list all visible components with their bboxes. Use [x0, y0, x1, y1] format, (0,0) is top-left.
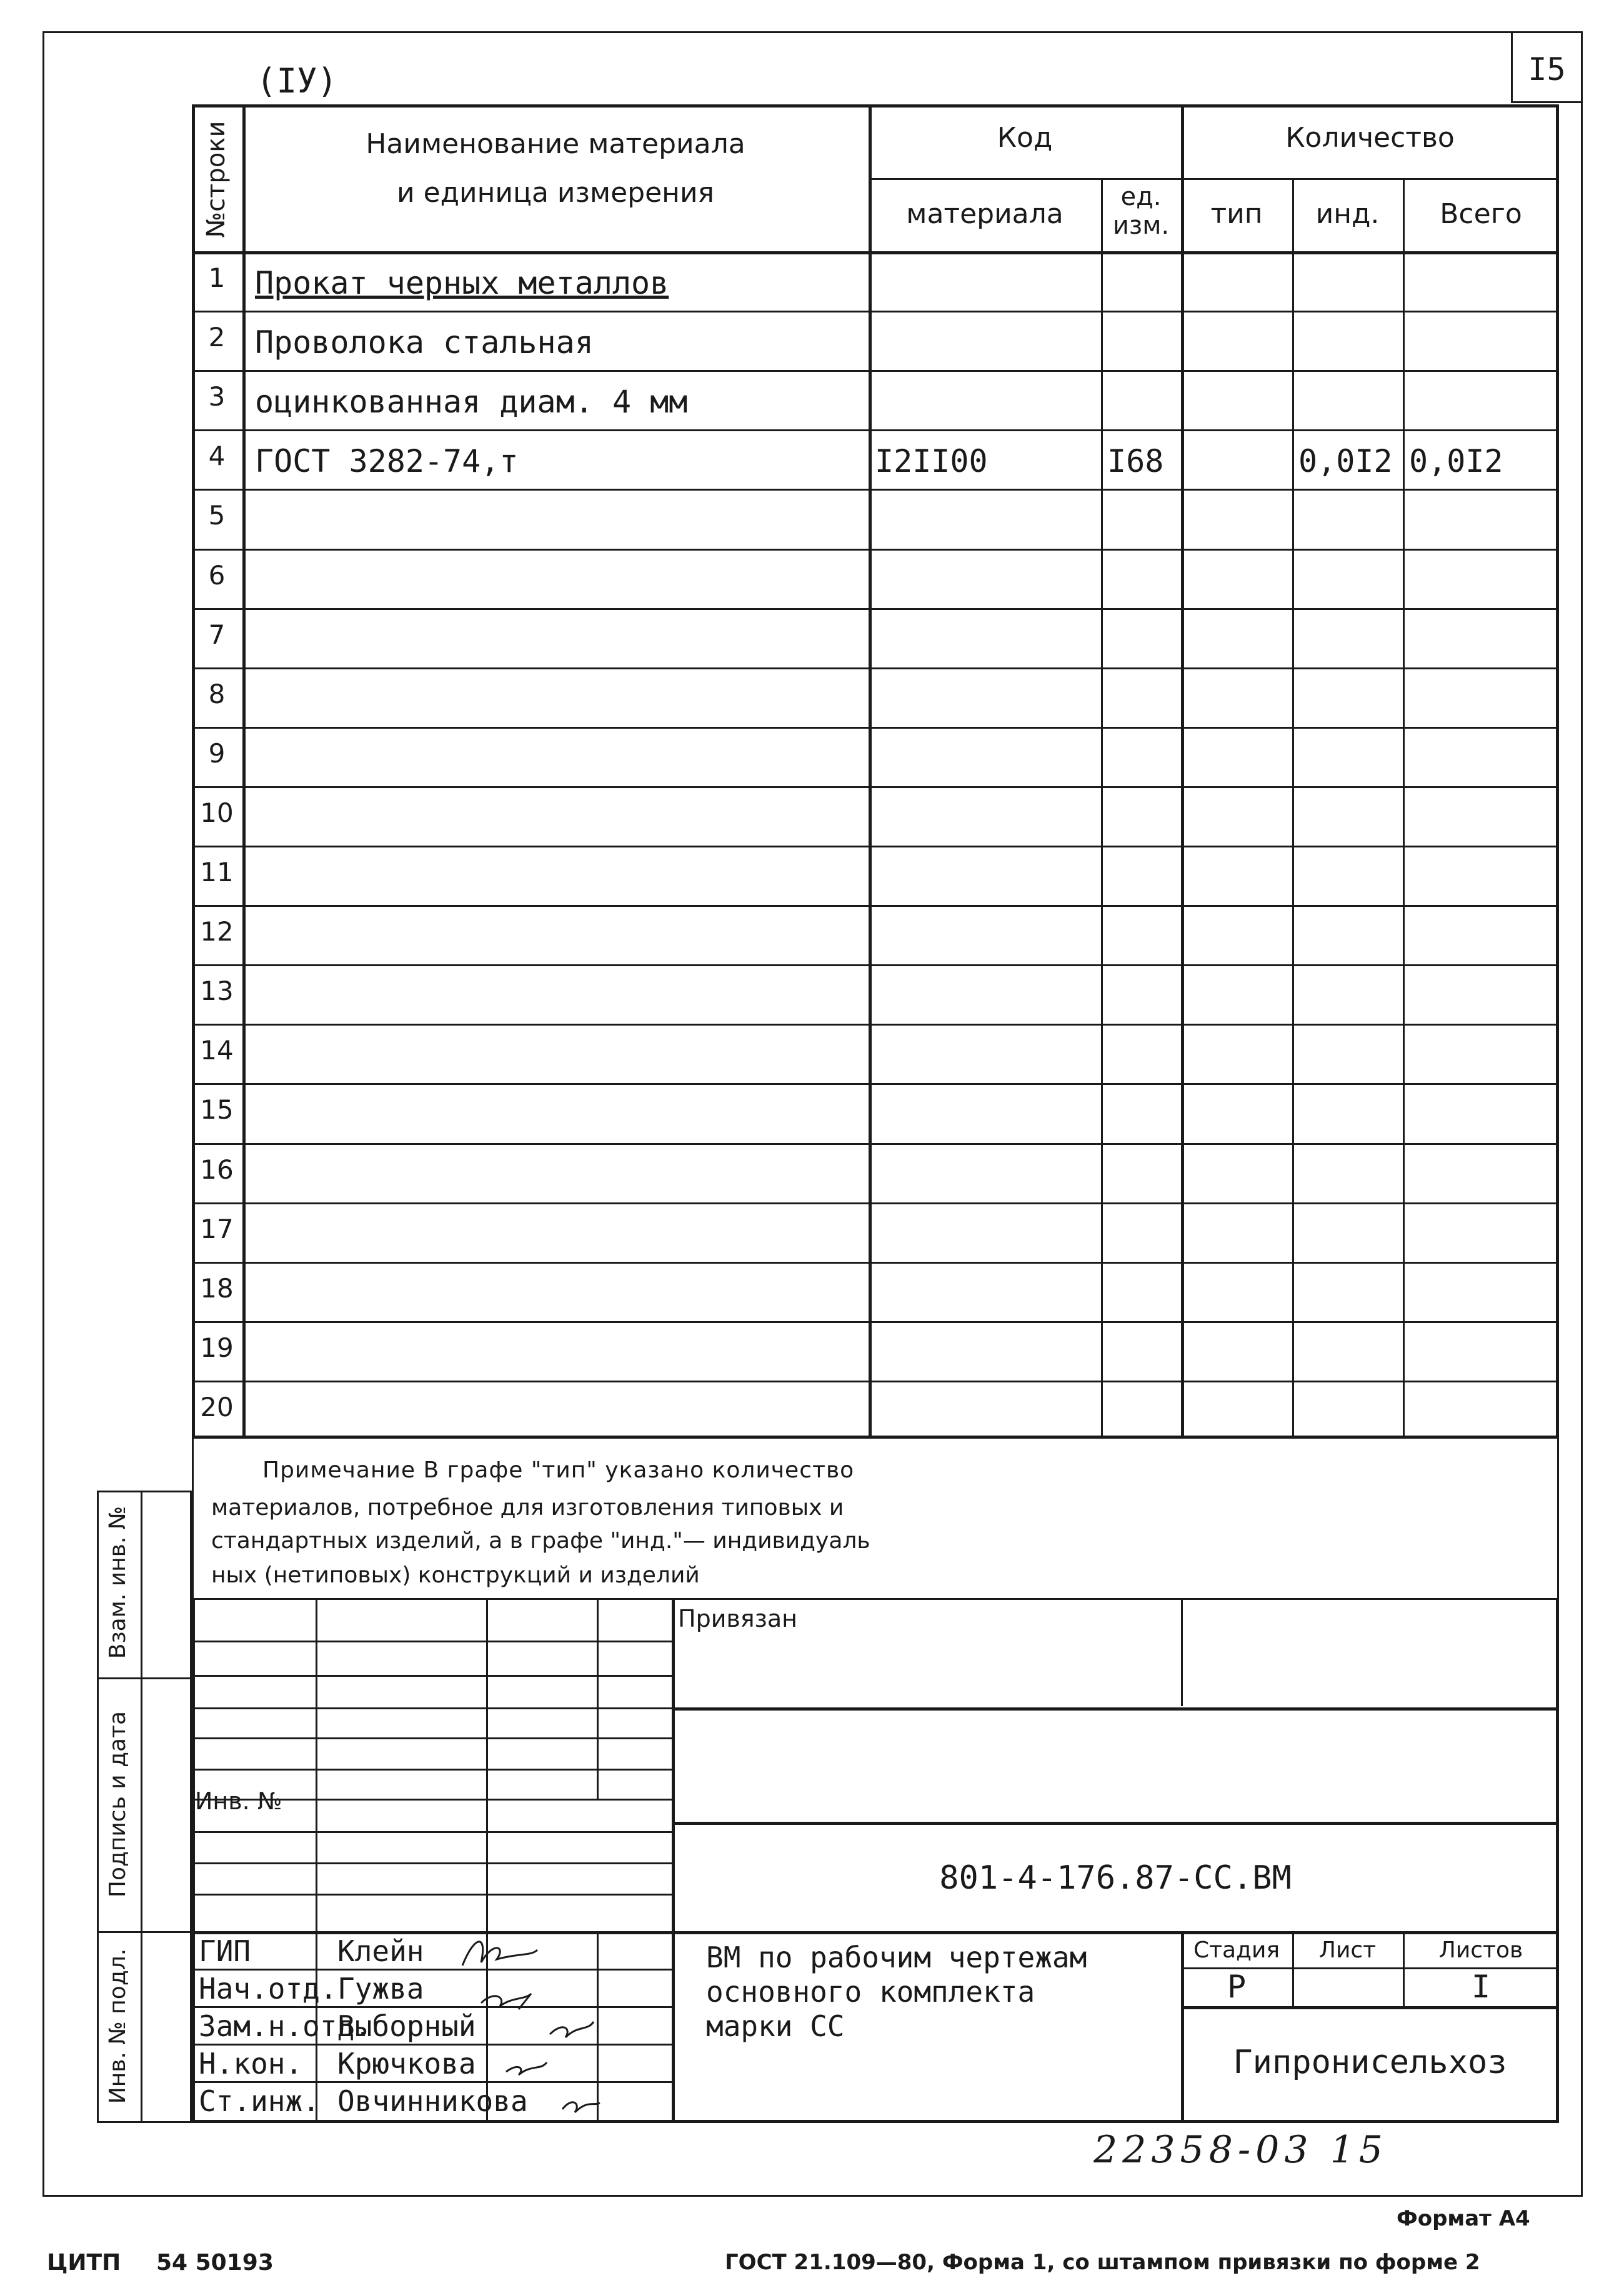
row-number: 10: [200, 797, 234, 828]
staff-name: Клейн: [337, 1934, 424, 1968]
footer-standard: ГОСТ 21.109—80, Форма 1, со штампом привязки по форме 2: [725, 2250, 1480, 2275]
privyazan-label: Привязан: [678, 1605, 797, 1632]
footer-number: 54 50193: [156, 2250, 274, 2276]
row-unit: I68: [1107, 443, 1164, 480]
footer-org: ЦИТП: [47, 2250, 121, 2276]
note-line-3: стандартных изделий, а в графе "инд."— индивидуаль: [211, 1528, 870, 1554]
header-code-unit: ед. изм.: [1112, 182, 1170, 240]
materials-table: [192, 104, 1559, 1439]
stage-label: Стадия: [1193, 1937, 1280, 1963]
archive-number: 22358-03 15: [1093, 2128, 1388, 2172]
side-label-vzam-inv: Взам. инв. №: [105, 1506, 131, 1659]
sheets-label: Листов: [1438, 1937, 1523, 1963]
title-line-3: марки СС: [706, 2009, 845, 2043]
sheets-value: I: [1471, 1969, 1491, 2005]
row-number: 16: [200, 1154, 234, 1185]
inv-no-label: Инв. №: [195, 1787, 282, 1815]
row-number: 18: [200, 1272, 234, 1304]
staff-role: Зам.н.отд.: [199, 2009, 372, 2043]
section-marker: (IУ): [256, 61, 338, 101]
note-line-1: Примечание В графе "тип" указано количество: [262, 1457, 855, 1483]
header-qty-ind: инд.: [1315, 198, 1380, 230]
side-label-podpis-data: Подпись и дата: [105, 1711, 131, 1898]
row-name: ГОСТ 3282-74,т: [255, 443, 519, 480]
note-line-4: ных (нетиповых) конструкций и изделий: [211, 1562, 700, 1588]
row-number: 20: [200, 1391, 234, 1422]
row-name: Проволока стальная: [255, 324, 594, 361]
organization-name: Гипронисельхоз: [1233, 2044, 1507, 2081]
staff-role: ГИП: [199, 1934, 251, 1968]
document-designation: 801-4-176.87-СС.ВМ: [939, 1859, 1292, 1897]
row-ind: 0,0I2: [1298, 443, 1393, 480]
row-number: 6: [208, 559, 226, 591]
row-number: 19: [200, 1332, 234, 1363]
row-number: 5: [208, 500, 226, 531]
page-number: I5: [1528, 51, 1566, 87]
row-number: 3: [208, 381, 226, 412]
row-total: 0,0I2: [1409, 443, 1503, 480]
header-quantity: Количество: [1285, 122, 1455, 154]
row-number: 2: [208, 322, 226, 353]
header-name-line1: Наименование материала: [366, 128, 745, 160]
sheet-label: Лист: [1318, 1937, 1377, 1963]
header-code-material: материала: [906, 198, 1064, 230]
staff-role: Ст.инж.: [199, 2084, 320, 2118]
header-qty-total: Всего: [1440, 198, 1522, 230]
row-number: 1: [208, 262, 226, 293]
header-row-number: №строки: [202, 121, 231, 238]
staff-name: Выборный: [337, 2009, 476, 2043]
row-name: оцинкованная диам. 4 мм: [255, 384, 688, 421]
row-number: 17: [200, 1213, 234, 1244]
side-label-inv-podl: Инв. № подл.: [105, 1948, 131, 2104]
row-number: 12: [200, 916, 234, 947]
signature-marks: [437, 1928, 644, 2128]
row-number: 7: [208, 619, 226, 650]
staff-name: Гужва: [337, 1972, 424, 2006]
row-number: 8: [208, 678, 226, 709]
row-name: Прокат черных металлов: [255, 265, 669, 301]
row-number: 15: [200, 1094, 234, 1126]
row-number: 13: [200, 976, 234, 1007]
title-line-2: основного комплекта: [706, 1975, 1035, 2009]
format-label: Формат А4: [1397, 2206, 1530, 2231]
staff-name: Овчинникова: [337, 2084, 528, 2118]
row-code: I2II00: [875, 443, 988, 480]
staff-role: Нач.отд.: [199, 1972, 337, 2006]
stage-value: Р: [1227, 1969, 1247, 2005]
row-number: 14: [200, 1035, 234, 1066]
row-number: 4: [208, 441, 226, 472]
title-line-1: ВМ по рабочим чертежам: [706, 1941, 1087, 1974]
row-number: 9: [208, 737, 226, 769]
staff-name: Крючкова: [337, 2047, 476, 2081]
header-qty-type: тип: [1210, 198, 1263, 230]
row-number: 11: [200, 857, 234, 887]
header-name-line2: и единица измерения: [396, 177, 715, 209]
staff-role: Н.кон.: [199, 2047, 303, 2081]
note-line-2: материалов, потребное для изготовления типовых и: [211, 1495, 844, 1521]
header-code: Код: [997, 122, 1053, 154]
